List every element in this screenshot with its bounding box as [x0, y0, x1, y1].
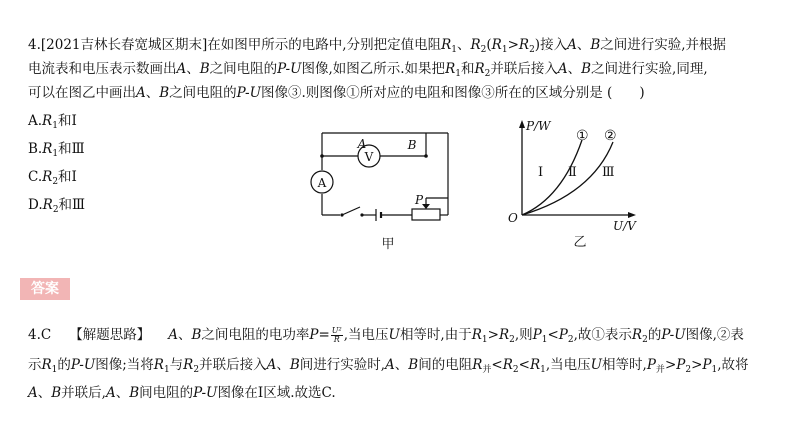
slider-label: P	[414, 193, 424, 207]
curve-1-label: ①	[576, 128, 589, 144]
y-axis-label: P/W	[526, 119, 551, 133]
option-d: $D.R_2$和Ⅲ	[28, 197, 86, 215]
option-a: $A.R_1$和Ⅰ	[28, 113, 77, 131]
caption-jia: 甲	[381, 237, 395, 252]
answer-line-2: 示$R_1$的P-U图像;当将$R_1$与$R_2$并联后接入A、B间进行实验时,A、B间的电阻$R_并<R_2<R_1$,当电压U相等时$,P_并>P_2>P_1$,故将	[28, 357, 749, 375]
point-b-label: B	[407, 138, 417, 152]
question-line-1: 4.[2021吉林长春宽城区期末]在如图甲所示的电路中,分别把定值电阻$R_1$、$R_2(R_1>R_2)$接入A、B之间进行实验,并根据	[28, 37, 727, 55]
answer-line-3: A、B并联后,A、B间电阻的P-U图像在Ⅰ区域.故选C.	[28, 385, 336, 401]
option-b: $B.R_1$和Ⅲ	[28, 141, 85, 159]
pu-graph	[500, 112, 650, 252]
x-axis-label: U/V	[613, 219, 636, 233]
origin-label: O	[508, 211, 518, 225]
answer-badge: 答案	[20, 278, 70, 300]
region-1-label: Ⅰ	[538, 165, 544, 180]
caption-yi: 乙	[573, 235, 587, 250]
region-3-label: Ⅲ	[602, 165, 615, 180]
ammeter-label: A	[317, 176, 327, 190]
question-line-2: 电流表和电压表示数画出A、B之间电阻的P-U图像,如图乙所示.如果把$R_1$和$R_2$并联后接入A、B之间进行实验,同理,	[28, 61, 708, 79]
power-formula-fraction: $\frac{\text{U²}}{R}$	[331, 326, 342, 344]
voltmeter-label: V	[364, 150, 374, 164]
region-2-label: Ⅱ	[568, 165, 577, 180]
answer-line-1: 4.C 【解题思路】 A、B之间电阻的电功率P= $\frac{\text{U²}}{R}$ ,当电压U相等时,由于$R_1>R_2$,则$P_1<P_2$,故①表示$R_2$的P-U图像,②表	[28, 326, 744, 345]
point-a-label: A	[357, 137, 367, 151]
question-line-3: 可以在图乙中画出A、B之间电阻的P-U图像③.则图像①所对应的电阻和图像③所在的区域分别是 ( )	[28, 85, 645, 101]
option-c: $C.R_2$和Ⅰ	[28, 169, 77, 187]
circuit-diagram	[300, 120, 470, 255]
curve-2-label: ②	[604, 128, 617, 144]
